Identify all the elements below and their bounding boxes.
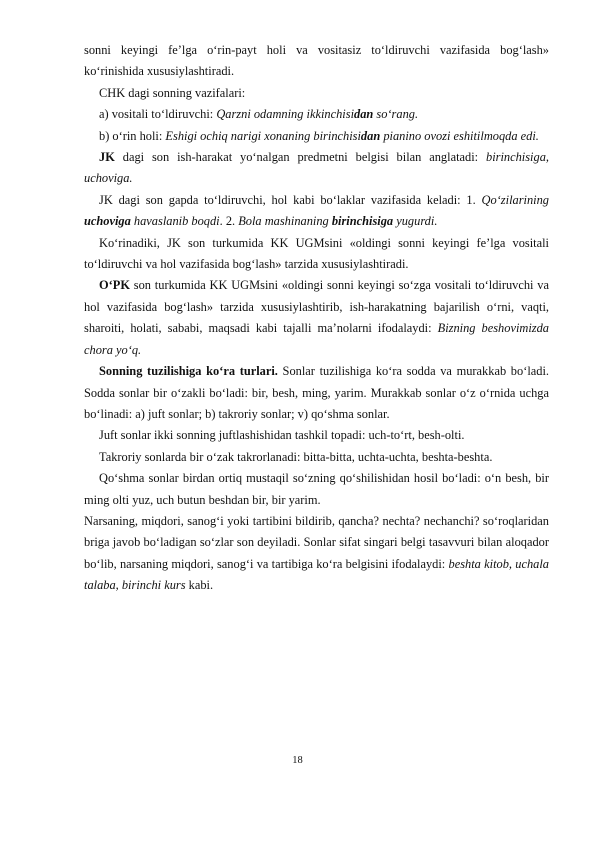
page-body [84, 40, 549, 597]
paragraph: Takroriy sonlarda bir o‘zak takrorlanadi: bitta-bitta, uchta-uchta, beshta-beshta. [99, 449, 493, 464]
example-text: Qo‘zilarining [481, 192, 549, 207]
text-span: . 2. [219, 214, 239, 229]
paragraph [84, 361, 549, 425]
paragraph: sonni keyingi fe’lga o‘rin-payt holi va vositasiz to‘ldiruvchi vazifasida bog‘lash» ko‘rinishida xususiylashtiradi. [84, 43, 549, 79]
text-span: Narsaning, miqdori, sanog‘i yoki tartibini bildirib, qancha? nechta? nechanchi? so‘roqlaridan briga javob bo‘ladigan so‘zlar son deyiladi. Sonlar sifat singari belgi tasavvuri bilan aloqador bo‘lib, narsaning miqdori, sanog‘i va tartibiga ko‘ra belgisini ifodalaydi: [84, 513, 549, 571]
paragraph: Juft sonlar ikki sonning juftlashishidan tashkil topadi: uch-to‘rt, besh-olti. [99, 428, 465, 443]
paragraph [84, 126, 549, 147]
example-text: havaslanib boqdi [130, 214, 220, 229]
example-emphasis: uchoviga [84, 214, 131, 229]
paragraph: CHK dagi sonning vazifalari: [99, 85, 246, 100]
page-number: 18 [292, 755, 303, 766]
example-text: Bola mashinaning [238, 214, 332, 229]
paragraph [84, 190, 549, 233]
example-emphasis: birinchisiga [331, 214, 394, 229]
paragraph: Qo‘shma sonlar birdan ortiq mustaqil so‘zning qo‘shilishidan hosil bo‘ladi: o‘n besh, bir ming olti yuz, uch butun beshdan bir, bir yarim. [84, 471, 549, 507]
example-suffix: dan [360, 128, 381, 143]
paragraph [84, 275, 549, 361]
text-span: JK dagi son gapda to‘ldiruvchi, hol kabi bo‘laklar vazifasida keladi: 1. [99, 192, 482, 207]
paragraph [84, 147, 549, 190]
text-span: a) vositali to‘ldiruvchi: [99, 107, 217, 122]
paragraph [84, 104, 549, 125]
paragraph: Ko‘rinadiki, JK son turkumida KK UGMsini «oldingi sonni keyingi fe’lga vositali to‘ldiruvchi va hol vazifasida bog‘lash» tarzida xususiylashtiradi. [84, 235, 549, 272]
paragraph [84, 511, 549, 597]
example-text: beshta kitob, uchala talaba, birinchi kurs [84, 556, 549, 593]
example-text: pianino ovozi eshitilmoqda edi. [380, 128, 539, 143]
text-span: Sonlar tuzilishiga ko‘ra sodda va murakkab bo‘ladi. Sodda sonlar bir o‘zakli bo‘ladi: bir, besh, ming, yarim. Murakkab sonlar o‘z o‘rnida uchga bo‘linadi: a) juft sonlar; b) takroriy sonlar; v) qo‘shma sonlar. [84, 364, 549, 421]
example-text: so‘rang. [373, 107, 419, 122]
text-span: b) o‘rin holi: [99, 128, 166, 143]
example-text: Bizning beshovimizda chora yo‘q. [84, 321, 549, 357]
term: JK [99, 150, 115, 165]
text-span: son turkumida KK UGMsini «oldingi sonni keyingi so‘zga vositali to‘ldiruvchi va hol vazifasida bog‘lash» tarzida xususiylashtirib, ish-harakatning bajarilish o‘rni, vaqti, sharoiti, holati, sababi, maqsadi kabi tajalli ma’nolarni ifodalaydi: [84, 278, 549, 336]
example-text: yugurdi. [393, 214, 438, 229]
term: O‘PK [99, 278, 130, 293]
example-suffix: dan [354, 107, 374, 122]
example-text: Qarzni odamning ikkinchisi [216, 107, 355, 122]
section-heading: Sonning tuzilishiga ko‘ra turlari. [99, 364, 278, 379]
text-span: dagi son ish-harakat yo‘nalgan predmetni belgisi bilan anglatadi: [114, 150, 486, 165]
text-span: kabi. [185, 578, 214, 593]
example-text: birinchisiga, uchoviga. [84, 150, 549, 186]
example-text: Eshigi ochiq narigi xonaning birinchisi [165, 128, 361, 143]
